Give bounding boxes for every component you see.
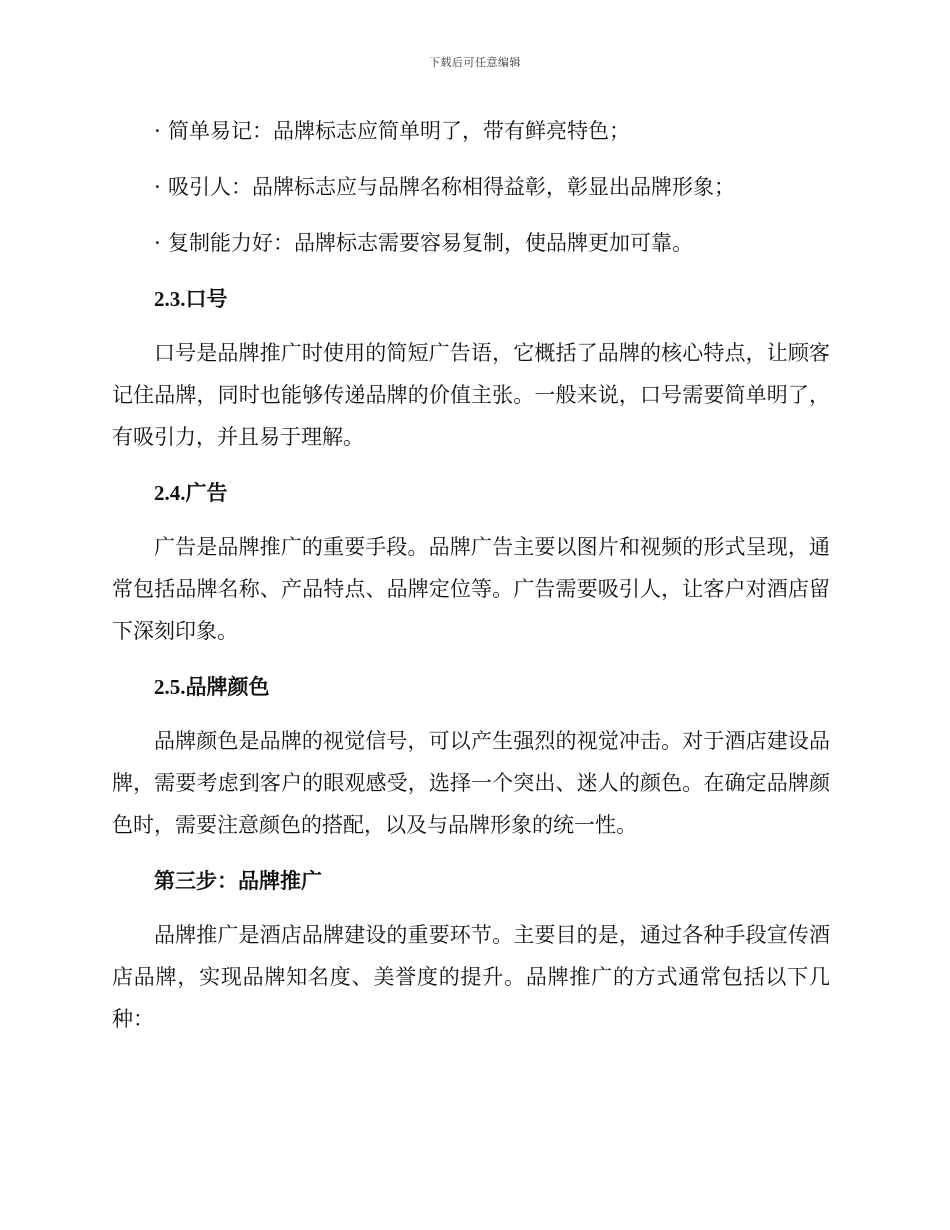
bullet-item-2 [154,166,830,208]
bullet-item-1 [154,110,830,152]
bullet-item-3 [154,222,830,264]
bullet-text: 复制能力好：品牌标志需要容易复制，使品牌更加可靠。 [168,231,693,255]
bullet-marker: · [154,119,161,143]
section-heading-step-three: 第三步：品牌推广 [154,869,322,893]
section-paragraph-advertising: 广告是品牌推广的重要手段。品牌广告主要以图片和视频的形式呈现，通常包括品牌名称、产品特点、品牌定位等。广告需要吸引人，让客户对酒店留下深刻印象。 [112,535,830,643]
bullet-text: 简单易记：品牌标志应简单明了，带有鲜亮特色； [168,119,630,143]
bullet-marker: · [154,175,161,199]
section-heading-advertising: 2.4.广告 [154,481,228,505]
bullet-text: 吸引人：品牌标志应与品牌名称相得益彰，彰显出品牌形象； [168,175,735,199]
document-body [112,110,830,1054]
section-paragraph-slogan: 口号是品牌推广时使用的简短广告语，它概括了品牌的核心特点，让顾客记住品牌，同时也能够传递品牌的价值主张。一般来说，口号需要简单明了，有吸引力，并且易于理解。 [112,341,830,449]
section-paragraph-step-three: 品牌推广是酒店品牌建设的重要环节。主要目的是，通过各种手段宣传酒店品牌，实现品牌知名度、美誉度的提升。品牌推广的方式通常包括以下几种： [112,923,830,1031]
section-heading-slogan: 2.3.口号 [154,287,228,311]
header-note: 下载后可任意编辑 [429,56,521,69]
section-heading-brand-color: 2.5.品牌颜色 [154,675,270,699]
section-paragraph-brand-color: 品牌颜色是品牌的视觉信号，可以产生强烈的视觉冲击。对于酒店建设品牌，需要考虑到客户的眼观感受，选择一个突出、迷人的颜色。在确定品牌颜色时，需要注意颜色的搭配，以及与品牌形象的统一性。 [112,729,830,837]
bullet-marker: · [154,231,161,255]
